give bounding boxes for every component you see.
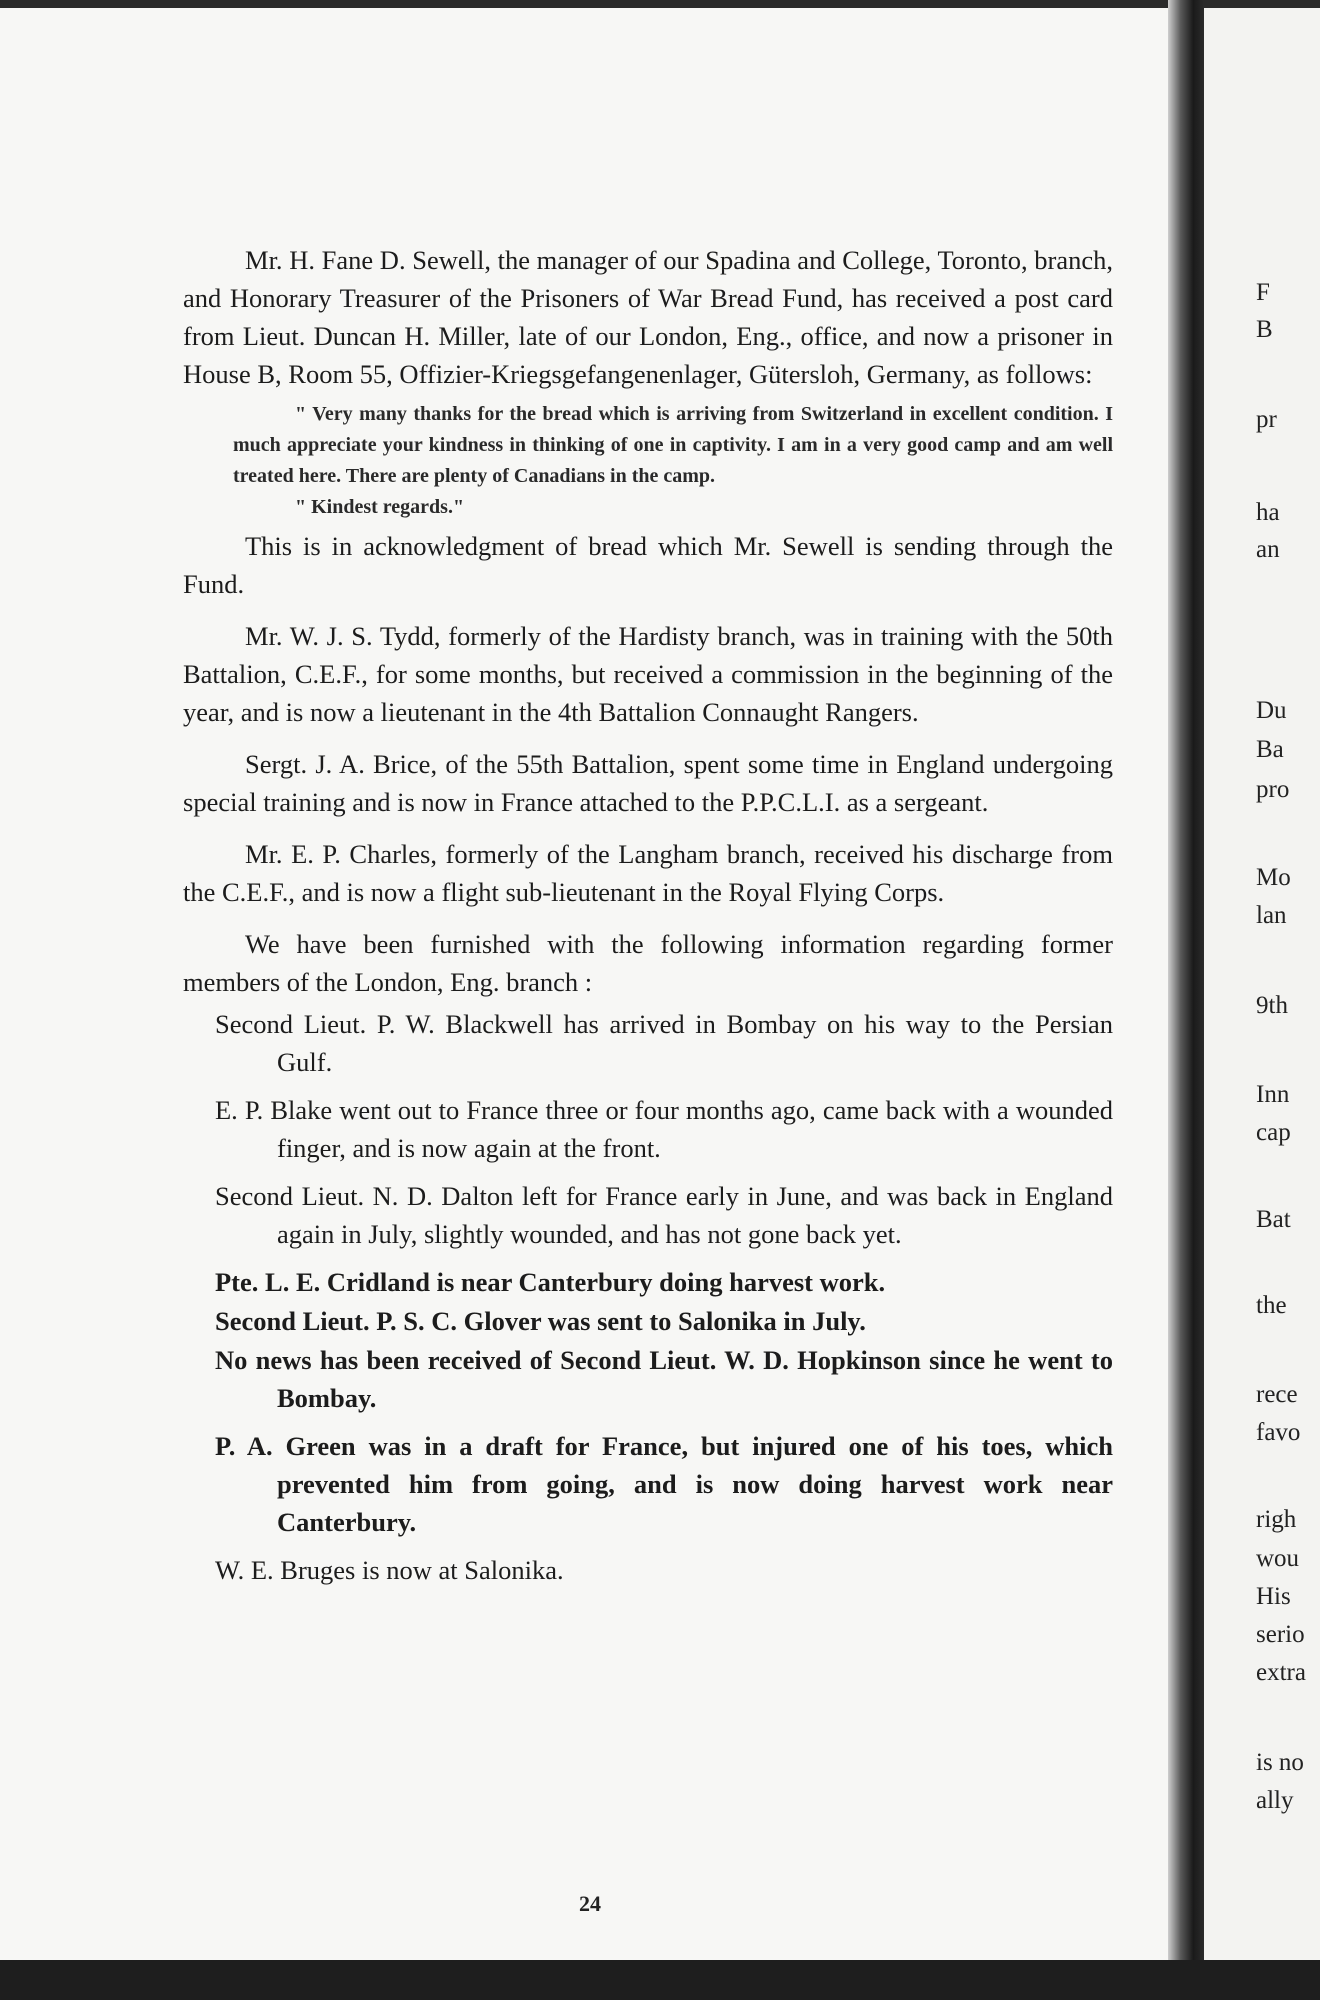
fragment-text: pro (1256, 776, 1290, 803)
quote-body: " Very many thanks for the bread which is arriving from Switzerland in excellent condition. I much appreciate your kindness in thinking of one in captivity. I am in a very good camp and am well treated here. There are plenty of Canadians in the camp. (233, 403, 1113, 487)
list-item: Second Lieut. N. D. Dalton left for France early in June, and was back in England again in July, slightly wounded, and has not gone back yet. (215, 1181, 1113, 1249)
fragment-text: Inn (1256, 1081, 1290, 1108)
list-item: Pte. L. E. Cridland is near Canterbury doing harvest work. (215, 1267, 886, 1297)
fragment-text: B (1256, 316, 1273, 343)
fragment-text: pr (1256, 406, 1277, 433)
fragment-text: Mo (1256, 864, 1291, 891)
scan-border-bottom (0, 1960, 1320, 2000)
fragment-text: ally (1256, 1787, 1294, 1814)
fragment-text: the (1256, 1292, 1287, 1319)
page-number: 24 (579, 1891, 601, 1916)
right-page-edge (1204, 8, 1320, 1966)
postcard-quote (233, 399, 1113, 523)
fragment-text: favo (1256, 1419, 1301, 1446)
paragraph-brice: Sergt. J. A. Brice, of the 55th Battalion, spent some time in England undergoing special training and is now in France attached to the P.P.C.L.I. as a sergeant. (183, 749, 1113, 817)
fragment-text: is no (1256, 1749, 1304, 1776)
paragraph-sewell: Mr. H. Fane D. Sewell, the manager of our Spadina and College, Toronto, branch, and Honorary Treasurer of the Prisoners of War Bread Fund, has received a post card from Lieut. Duncan H. Miller, late of our London, Eng., office, and now a prisoner in House B, Room 55, Offizier-Kriegsgefangenenlager, Gütersloh, Germany, as follows: (183, 245, 1113, 389)
fragment-text: His (1256, 1583, 1291, 1610)
fragment-text: lan (1256, 902, 1287, 929)
left-page (0, 8, 1180, 1966)
fragment-text: ha (1256, 499, 1280, 526)
fragment-text: righ (1256, 1506, 1297, 1533)
london-branch-list (183, 1005, 1113, 1589)
fragment-text: cap (1256, 1119, 1291, 1146)
fragment-text: F (1256, 279, 1270, 306)
list-item: Second Lieut. P. S. C. Glover was sent to Salonika in July. (215, 1306, 866, 1336)
fragment-text: an (1256, 536, 1280, 563)
fragment-text: Ba (1256, 736, 1284, 763)
list-item: E. P. Blake went out to France three or four months ago, came back with a wounded finger, and is now again at the front. (215, 1095, 1113, 1163)
paragraph-tydd: Mr. W. J. S. Tydd, formerly of the Hardisty branch, was in training with the 50th Battalion, C.E.F., for some months, but received a commission in the beginning of the year, and is now a lieutenant in the 4th Battalion Connaught Rangers. (183, 621, 1113, 727)
fragment-text: extra (1256, 1659, 1306, 1686)
fragment-text: 9th (1256, 992, 1288, 1019)
list-item: Second Lieut. P. W. Blackwell has arrived in Bombay on his way to the Persian Gulf. (215, 1009, 1113, 1077)
paragraph-acknowledgment: This is in acknowledgment of bread which Mr. Sewell is sending through the Fund. (183, 531, 1113, 599)
quote-closing: " Kindest regards." (295, 496, 465, 518)
fragment-text: Du (1256, 697, 1287, 724)
fragment-text: wou (1256, 1545, 1300, 1572)
fragment-text: serio (1256, 1621, 1305, 1648)
book-gutter (1168, 0, 1204, 1970)
fragment-text: rece (1256, 1381, 1298, 1408)
fragment-text: Bat (1256, 1206, 1291, 1233)
page-body (183, 241, 1113, 1590)
paragraph-charles: Mr. E. P. Charles, formerly of the Langham branch, received his discharge from the C.E.F., and is now a flight sub-lieutenant in the Royal Flying Corps. (183, 839, 1113, 907)
list-item: W. E. Bruges is now at Salonika. (215, 1555, 564, 1585)
paragraph-london-intro: We have been furnished with the following information regarding former members of the London, Eng. branch : (183, 929, 1113, 997)
list-item: No news has been received of Second Lieut. W. D. Hopkinson since he went to Bombay. (215, 1345, 1113, 1413)
list-item: P. A. Green was in a draft for France, but injured one of his toes, which prevented him from going, and is now doing harvest work near Canterbury. (215, 1431, 1113, 1537)
